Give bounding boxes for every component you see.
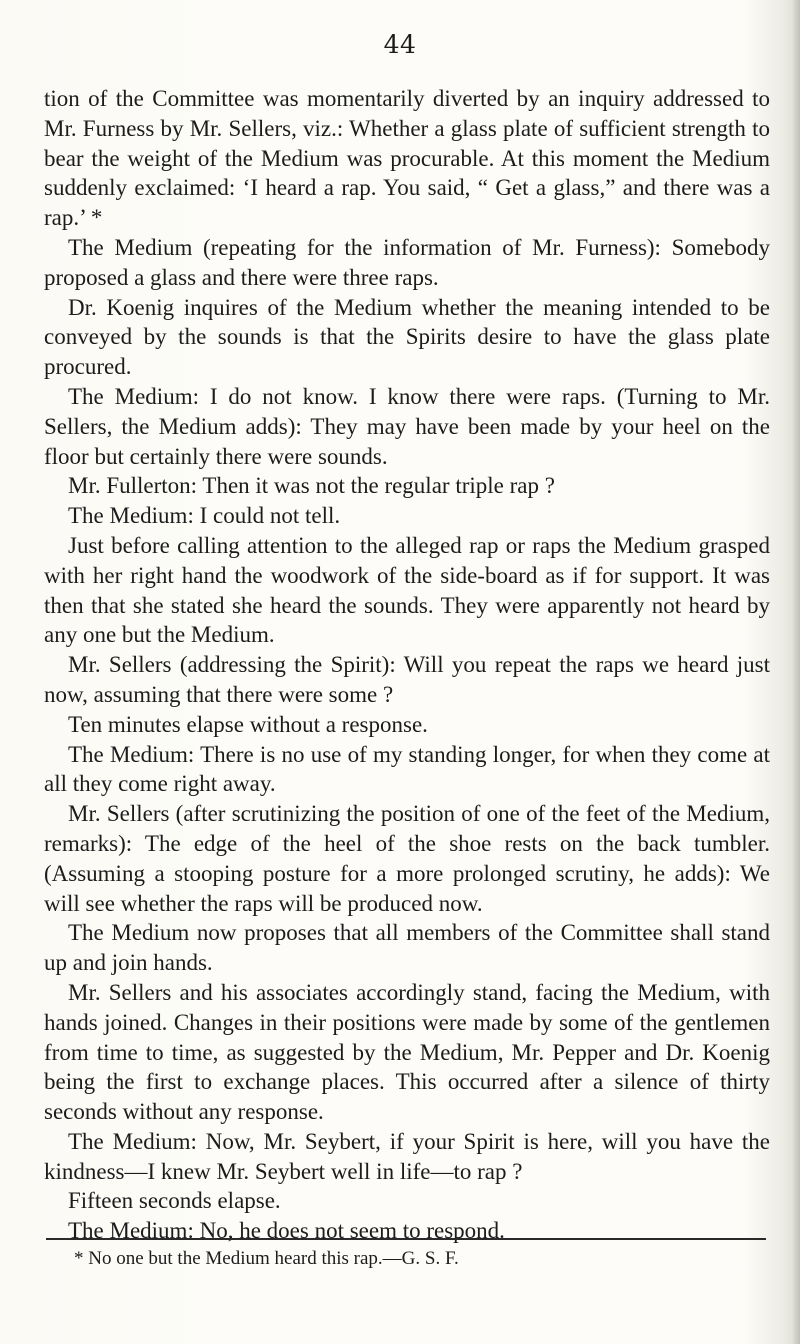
paragraph: Ten minutes elapse without a response. — [68, 711, 428, 737]
paragraph: The Medium: I do not know. I know there were raps. (Turning to Mr. Sellers, the Medium adds): They may have been made by your heel on the floor but certainly there were sounds. — [44, 383, 770, 469]
body-text — [44, 84, 770, 1246]
paragraph: The Medium: No, he does not seem to respond. — [68, 1218, 505, 1244]
paragraph: Fifteen seconds elapse. — [68, 1188, 281, 1214]
paragraph: The Medium: I could not tell. — [68, 503, 341, 529]
paragraph: Dr. Koenig inquires of the Medium whether the meaning intended to be conveyed by the sounds is that the Spirits desire to have the glass plate procured. — [44, 294, 770, 380]
footnote-divider — [46, 1238, 766, 1240]
paragraph: Mr. Sellers and his associates accordingly stand, facing the Medium, with hands joined. Changes in their positions were made by some of the gentlemen from time to time, as suggested by the Medium, Mr. Pepper and Dr. Koenig being the first to exchange places. This occurred after a silence of thirty seconds without any response. — [44, 979, 770, 1125]
paragraph: Mr. Fullerton: Then it was not the regular triple rap ? — [68, 473, 555, 499]
footnote: * No one but the Medium heard this rap.—G. S. F. — [74, 1248, 459, 1269]
paragraph: tion of the Committee was momentarily diverted by an inquiry addressed to Mr. Furness by Mr. Sellers, viz.: Whether a glass plate of sufficient strength to bear the weight of the Medium was procurable. At this moment the Medium suddenly exclaimed: ‘I heard a rap. You said, “ Get a glass,” and there was a rap.’ * — [44, 86, 770, 231]
paragraph: The Medium now proposes that all members of the Committee shall stand up and join hands. — [44, 920, 770, 976]
page-edge-shadow — [792, 0, 800, 1344]
page-number: 44 — [383, 30, 417, 59]
paragraph: Mr. Sellers (after scrutinizing the position of one of the feet of the Medium, remarks): The edge of the heel of the shoe rests on the back tumbler. (Assuming a stooping posture for a more prolonged scrutiny, he adds): We will see whether the raps will be produced now. — [44, 801, 770, 916]
paragraph: The Medium: There is no use of my standing longer, for when they come at all they come right away. — [44, 741, 770, 797]
paragraph: The Medium: Now, Mr. Seybert, if your Spirit is here, will you have the kindness—I knew Mr. Seybert well in life—to rap ? — [44, 1128, 770, 1184]
paragraph: The Medium (repeating for the information of Mr. Furness): Somebody proposed a glass and there were three raps. — [44, 234, 770, 290]
paragraph: Just before calling attention to the alleged rap or raps the Medium grasped with her right hand the woodwork of the side-board as if for support. It was then that she stated she heard the sounds. They were apparently not heard by any one but the Medium. — [44, 532, 770, 648]
paragraph: Mr. Sellers (addressing the Spirit): Will you repeat the raps we heard just now, assuming that there were some ? — [44, 652, 770, 707]
